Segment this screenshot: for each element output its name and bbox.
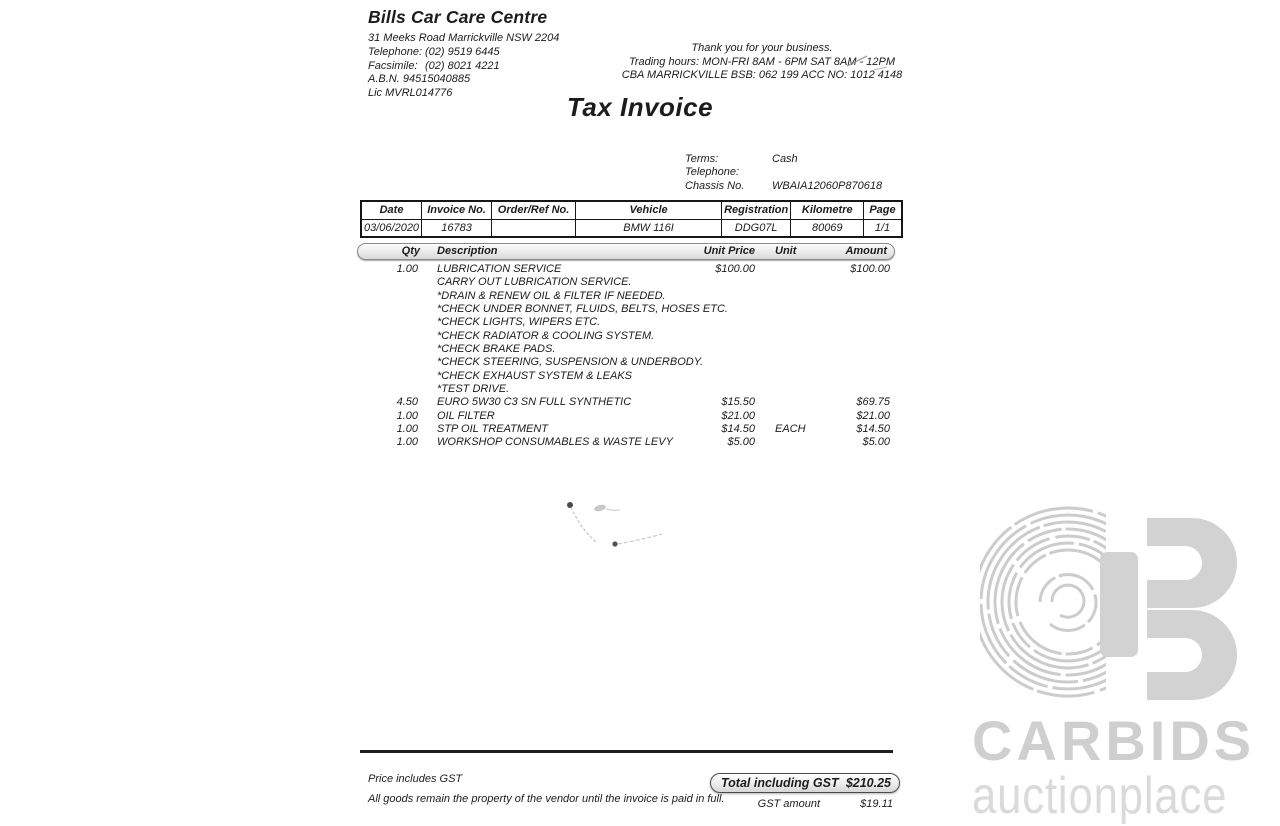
- page-title: Tax Invoice: [566, 92, 714, 122]
- facsimile-value: (02) 8021 4221: [425, 59, 500, 72]
- item-description: STP OIL TREATMENT: [437, 423, 549, 436]
- item-description: OIL FILTER: [437, 409, 495, 422]
- item-amount: $69.75: [856, 396, 890, 409]
- unit-price-header: Unit Price: [703, 245, 755, 257]
- scan-smudge: [540, 490, 700, 560]
- details-col-registration: Registration: [722, 201, 791, 219]
- item-qty: 1.00: [396, 263, 418, 275]
- thanks-note: Thank you for your business.: [691, 42, 833, 54]
- bank-details: CBA MARRICKVILLE BSB: 062 199 ACC NO: 1012 4148: [621, 69, 903, 81]
- telephone-label: Telephone:: [368, 45, 423, 58]
- line-item-detail: [358, 343, 895, 356]
- gst-value: $19.11: [860, 798, 893, 810]
- details-value-vehicle: BMW 116I: [576, 219, 722, 237]
- details-col-kilometre: Kilometre: [791, 201, 864, 219]
- item-description: EURO 5W30 C3 SN FULL SYNTHETIC: [437, 396, 632, 409]
- item-qty: 1.00: [396, 423, 418, 436]
- line-item-detail: [358, 303, 895, 316]
- company-address: 31 Meeks Road Marrickville NSW 2204: [368, 32, 560, 44]
- terms-value: Cash: [772, 153, 798, 165]
- item-amount: $14.50: [856, 423, 890, 436]
- details-value-order-ref: [492, 219, 576, 237]
- detail-text: *CHECK BRAKE PADS.: [437, 343, 556, 356]
- unit-header: Unit: [775, 245, 797, 257]
- company-licence: Lic MVRL014776: [368, 87, 453, 100]
- chassis-row: [685, 180, 882, 193]
- telephone-value: (02) 9519 6445: [425, 45, 500, 58]
- auctionplace-wordmark: auctionplace: [972, 767, 1228, 825]
- item-description: WORKSHOP CONSUMABLES & WASTE LEVY: [437, 436, 673, 449]
- terms-label: Terms:: [685, 153, 719, 165]
- line-item-detail: [358, 383, 895, 396]
- gst-amount-row: [710, 798, 893, 812]
- detail-text: *CHECK RADIATOR & COOLING SYSTEM.: [437, 329, 655, 342]
- telephone-row: [685, 166, 882, 179]
- total-including-gst: [710, 773, 900, 793]
- line-item-detail: [358, 290, 895, 303]
- details-value-kilometre: 80069: [791, 219, 864, 237]
- detail-text: *CHECK STEERING, SUSPENSION & UNDERBODY.: [437, 356, 704, 369]
- line-item: [358, 423, 895, 436]
- carbids-logo-monogram: [980, 497, 1280, 707]
- item-unit: EACH: [775, 423, 806, 436]
- item-unit-price: $14.50: [721, 423, 755, 436]
- line-item: [358, 396, 895, 409]
- company-telephone: [368, 46, 559, 60]
- company-facsimile: [368, 60, 559, 74]
- amount-header: Amount: [845, 245, 887, 257]
- company-abn: A.B.N. 94515040885: [368, 73, 471, 86]
- item-unit-price: $5.00: [727, 436, 755, 449]
- details-value-row: [361, 219, 902, 237]
- details-value-page: 1/1: [864, 219, 902, 237]
- details-col-page: Page: [864, 201, 902, 219]
- total-label: Total including GST: [721, 776, 839, 790]
- details-value-date: 03/06/2020: [361, 219, 422, 237]
- line-item-detail: [358, 356, 895, 369]
- details-col-order-ref: Order/Ref No.: [492, 201, 576, 219]
- details-col-vehicle: Vehicle: [576, 201, 722, 219]
- invoice-details-table: [360, 200, 903, 238]
- trading-hours: Trading hours: MON-FRI 8AM - 6PM SAT 8AM - 12PM: [628, 55, 896, 68]
- details-col-invoice-no: Invoice No.: [422, 201, 492, 219]
- terms-row: [685, 153, 882, 166]
- facsimile-label: Facsimile:: [368, 59, 418, 72]
- detail-text: *TEST DRIVE.: [437, 383, 510, 396]
- details-value-registration: DDG07L: [722, 219, 791, 237]
- item-qty: 1.00: [396, 436, 418, 449]
- gst-label: GST amount: [757, 798, 820, 810]
- price-includes-gst-note: Price includes GST: [368, 773, 463, 785]
- item-unit-price: $21.00: [721, 409, 755, 422]
- item-description: LUBRICATION SERVICE: [437, 263, 562, 275]
- invoice-meta: [685, 153, 882, 193]
- header-right: [612, 42, 912, 83]
- details-header-row: [361, 201, 902, 219]
- description-header: Description: [437, 245, 498, 257]
- items-table-header: [357, 243, 895, 260]
- total-value: $210.25: [845, 776, 891, 790]
- footer-divider: [360, 750, 893, 753]
- meta-telephone-label: Telephone:: [685, 166, 740, 179]
- item-amount: $21.00: [856, 409, 890, 422]
- carbids-wordmark: CARBIDS: [972, 709, 1256, 772]
- chassis-value: WBAIA12060P870618: [772, 179, 883, 192]
- detail-text: *CHECK LIGHTS, WIPERS ETC.: [437, 316, 601, 329]
- detail-text: *CHECK UNDER BONNET, FLUIDS, BELTS, HOSES ETC.: [437, 303, 728, 316]
- detail-text: *CHECK EXHAUST SYSTEM & LEAKS: [437, 369, 632, 382]
- details-col-date: Date: [361, 201, 422, 219]
- item-amount: $100.00: [850, 263, 890, 275]
- line-item-detail: [358, 370, 895, 383]
- goods-ownership-note: All goods remain the property of the vendor until the invoice is paid in full.: [368, 793, 725, 805]
- company-name: Bills Car Care Centre: [368, 7, 548, 27]
- items-list: [358, 263, 895, 450]
- chassis-label: Chassis No.: [685, 179, 745, 192]
- line-item-detail: [358, 316, 895, 329]
- company-header: [368, 7, 559, 101]
- detail-text: *DRAIN & RENEW OIL & FILTER IF NEEDED.: [437, 289, 666, 302]
- details-value-invoice-no: 16783: [422, 219, 492, 237]
- item-unit-price: $100.00: [715, 263, 755, 275]
- qty-header: Qty: [401, 245, 420, 257]
- line-item-detail: [358, 330, 895, 343]
- item-unit-price: $15.50: [721, 396, 755, 409]
- detail-text: CARRY OUT LUBRICATION SERVICE.: [437, 276, 632, 289]
- line-item: [358, 436, 895, 449]
- line-item: [358, 410, 895, 423]
- line-item-detail: [358, 276, 895, 289]
- line-item: [358, 263, 895, 276]
- item-qty: 1.00: [396, 409, 418, 422]
- item-qty: 4.50: [396, 396, 418, 409]
- item-amount: $5.00: [862, 436, 890, 449]
